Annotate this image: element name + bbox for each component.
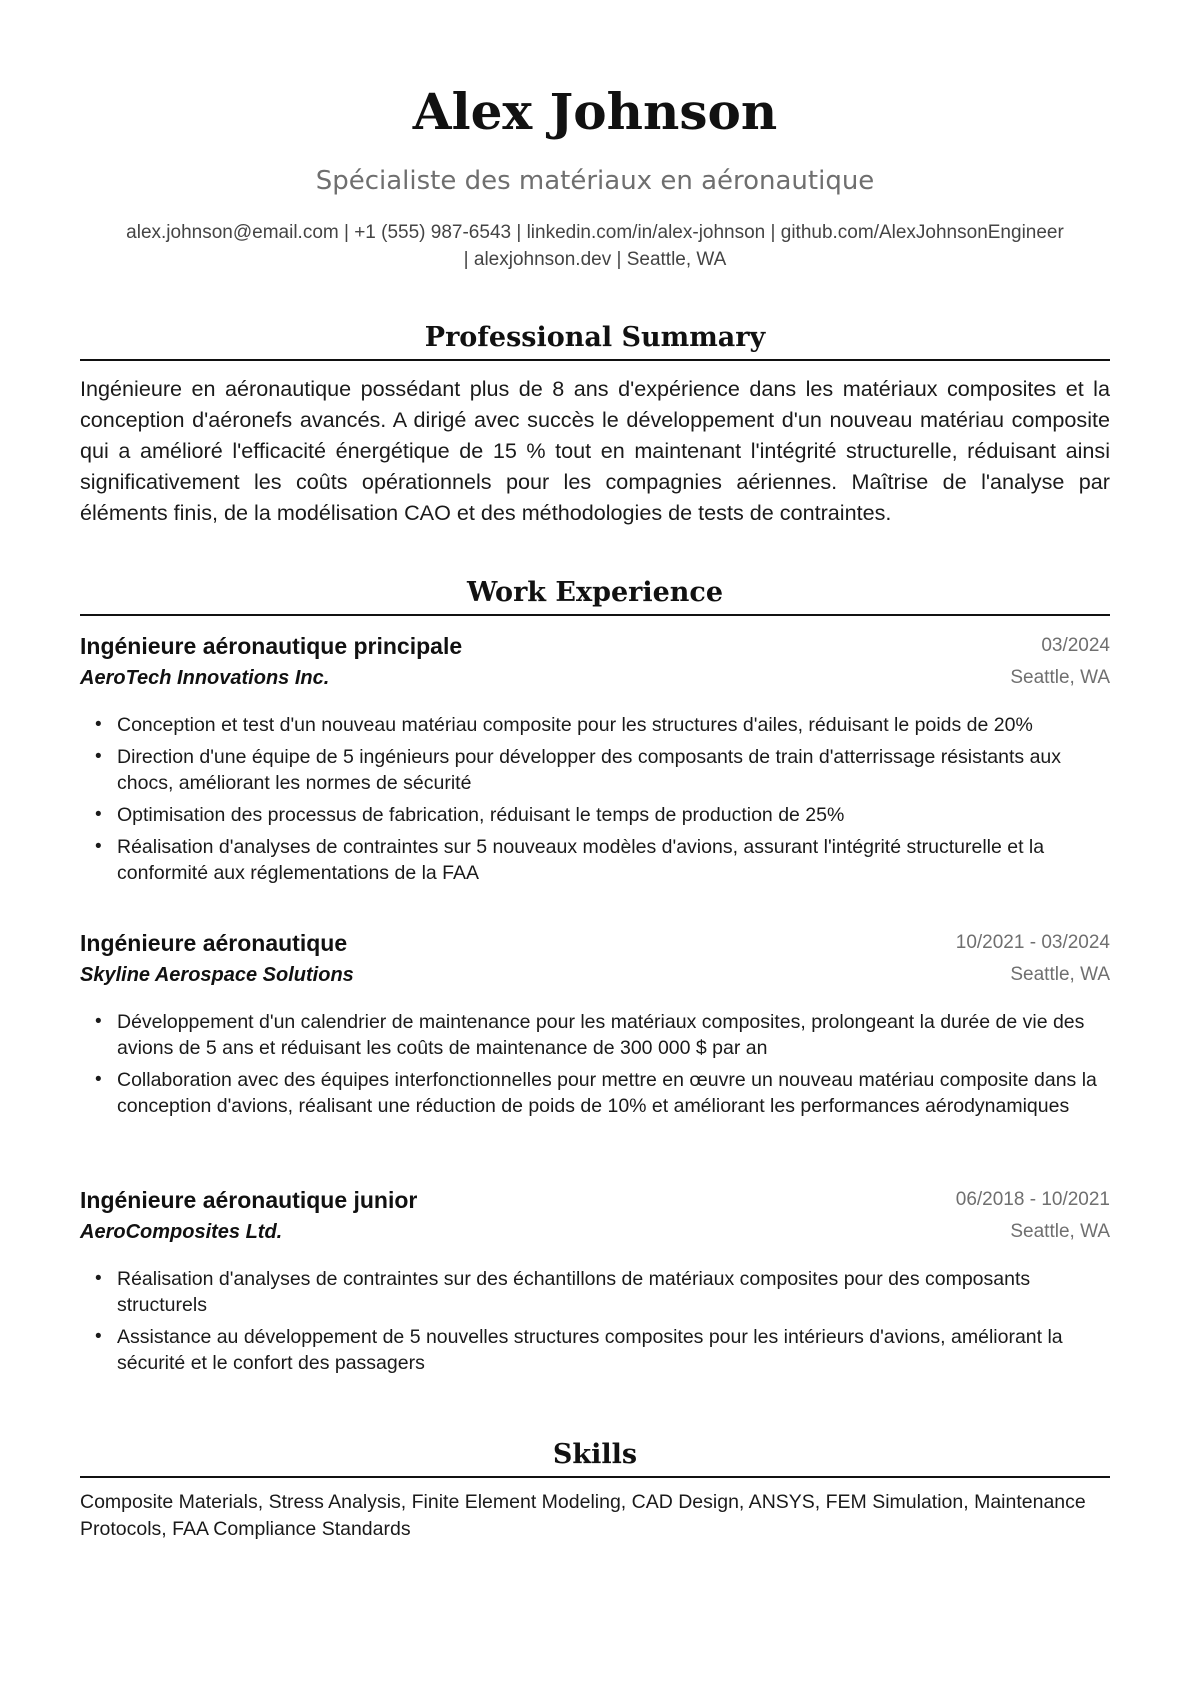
job-bullets [80,712,1110,892]
job-header [80,930,1110,964]
company-name: AeroComposites Ltd. [80,1221,283,1243]
bullet-icon: • [95,714,102,735]
candidate-title: Spécialiste des matériaux en aéronautique [315,166,875,196]
bullet-icon: • [95,804,102,825]
candidate-name: Alex Johnson [412,82,778,141]
contact-info [80,219,1110,273]
bullet-icon: • [95,746,102,767]
experience-heading: Work Experience [466,577,724,608]
job-date: 06/2018 - 10/2021 [955,1189,1110,1210]
summary-text: Ingénieure en aéronautique possédant plus de 8 ans d'expérience dans les matériaux composites et la conception d'aéronefs avancés. A dirigé avec succès le développement d'un nouveau matériau composite qui a amélioré l'efficacité énergétique de 15 % tout en maintenant l'intégrité structurelle, réduisant ainsi significativement les coûts opérationnels pour les compagnies aériennes. Maîtrise de l'analyse par éléments finis, de la modélisation CAO et des méthodologies de tests de contraintes. [80,376,1110,525]
skills-divider [80,1476,1110,1478]
job-entry [80,633,1110,701]
bullet-item: • Développement d'un calendrier de maintenance pour les matériaux composites, prolongeant la durée de vie des avions de 5 ans et réduisant les coûts de maintenance de 300 000 $ par an [95,1011,1085,1059]
bullet-item: • Direction d'une équipe de 5 ingénieurs pour développer des composants de train d'atterrissage résistants aux chocs, améliorant les normes de sécurité [95,746,1062,794]
company-name: AeroTech Innovations Inc. [80,667,330,689]
job-subheader [80,667,1110,701]
job-title: Ingénieure aéronautique [80,930,348,956]
job-date: 10/2021 - 03/2024 [955,932,1110,953]
job-title: Ingénieure aéronautique junior [80,1187,418,1213]
job-date: 03/2024 [1041,635,1110,656]
bullet-icon: • [95,1069,102,1090]
contact-line-2: | alexjohnson.dev | Seattle, WA [463,249,727,270]
job-bullets [80,1266,1110,1382]
job-subheader [80,964,1110,998]
contact-line-1: alex.johnson@email.com | +1 (555) 987-6543 | linkedin.com/in/alex-johnson | github.com/AlexJohnsonEngineer [126,222,1064,243]
company-name: Skyline Aerospace Solutions [80,964,354,986]
bullet-item: • Conception et test d'un nouveau matériau composite pour les structures d'ailes, réduisant le poids de 20% [95,714,1033,736]
bullet-item: • Réalisation d'analyses de contraintes sur des échantillons de matériaux composites pour des composants structurels [95,1268,1031,1316]
job-header [80,1187,1110,1221]
job-entry [80,930,1110,998]
job-location: Seattle, WA [1010,1221,1110,1242]
bullet-item: • Réalisation d'analyses de contraintes sur 5 nouveaux modèles d'avions, assurant l'intégrité structurelle et la conformité aux réglementations de la FAA [95,836,1045,884]
bullet-icon: • [95,836,102,857]
skills-heading: Skills [552,1439,638,1470]
bullet-item: • Optimisation des processus de fabrication, réduisant le temps de production de 25% [95,804,845,826]
job-title: Ingénieure aéronautique principale [80,633,463,659]
skills-text: Composite Materials, Stress Analysis, Finite Element Modeling, CAD Design, ANSYS, FEM Simulation, Maintenance Protocols, FAA Compliance Standards [80,1491,1086,1540]
job-location: Seattle, WA [1010,964,1110,985]
job-entry [80,1187,1110,1255]
bullet-item: • Collaboration avec des équipes interfonctionnelles pour mettre en œuvre un nouveau matériau composite dans la conception d'avions, réalisant une réduction de poids de 10% et améliorant les performances aérodynamiques [95,1069,1097,1117]
summary-heading: Professional Summary [424,322,766,353]
job-bullets [80,1009,1110,1125]
summary-divider [80,359,1110,361]
job-subheader [80,1221,1110,1255]
bullet-item: • Assistance au développement de 5 nouvelles structures composites pour les intérieurs d'avions, améliorant la sécurité et le confort des passagers [95,1326,1063,1374]
job-header [80,633,1110,667]
bullet-icon: • [95,1011,102,1032]
bullet-icon: • [95,1268,102,1289]
experience-divider [80,614,1110,616]
job-location: Seattle, WA [1010,667,1110,688]
bullet-icon: • [95,1326,102,1347]
